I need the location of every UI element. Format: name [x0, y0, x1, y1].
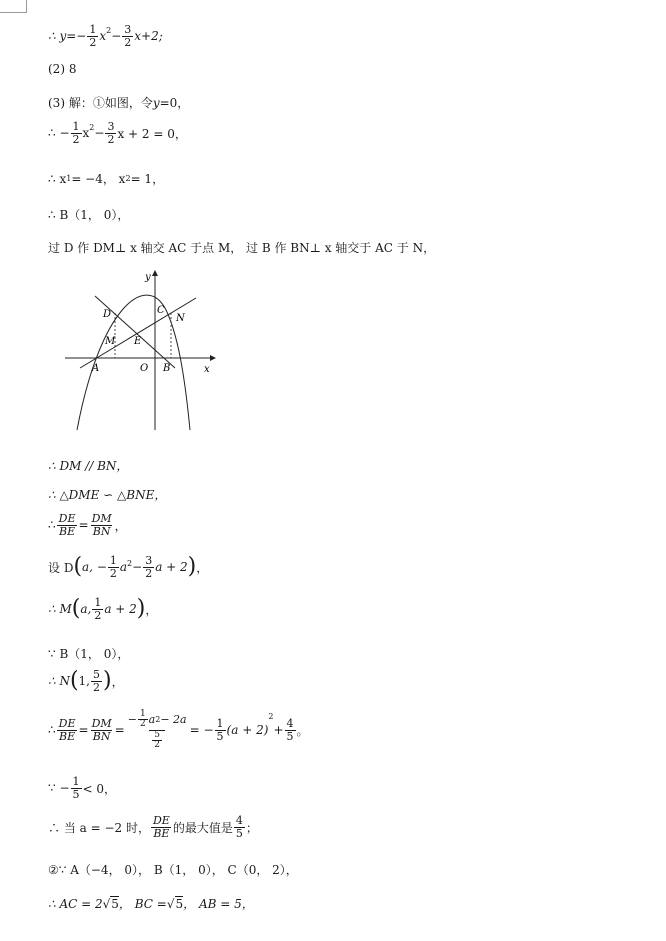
y-axis-arrow-icon [152, 270, 158, 276]
maximum-value-line: ∴ 当 a = −2 时， $\frac{DE}{BE}$ 的最大值是 $\frac{4}{5}$ ； [48, 814, 258, 840]
roots-line: ∴ x 1 = −4， x 2 = 1， [48, 171, 165, 186]
because-b-line: ∵ B（1， 0）， [48, 647, 130, 661]
x-axis-arrow-icon [210, 355, 216, 361]
parallel-line: ∴ DM // BN， [48, 459, 129, 473]
coordinates-line: ②∵ A（−4， 0）， B（1， 0）， C（0， 2）， [48, 863, 298, 877]
point-m-line: ∴ M ( a, $\frac{1}{2}$ a + 2 ) ， [48, 596, 158, 622]
label-d: D [103, 309, 112, 320]
label-b: B [163, 363, 171, 374]
label-e: E [134, 336, 142, 347]
ratio-line: ∴ $\frac{DE}{BE}$ = $\frac{DM}{BN}$ ， [48, 512, 127, 538]
label-y: y [145, 272, 151, 283]
answer-part-2: (2) 8 [48, 62, 77, 76]
construction-line: 过 D 作 DM⊥ x 轴交 AC 于点 M， 过 B 作 BN⊥ x 轴交于 AC 于 N， [48, 241, 436, 255]
equation-parabola: ∴ y=− $\frac{1}{2}$ x $^2$ − $\frac{3}{2}$ x+2; [48, 23, 163, 49]
ratio-expression: ∴ $\frac{DE}{BE}$ = $\frac{DM}{BN}$ = − $\frac{1}{2}$ a 2 − 2a $\frac{5}{2}$ = − $\frac{1}{5}$ (a + 2) 2 + $\frac{4}{5}$ 。 [48, 709, 309, 751]
point-b-line: ∴ B（1， 0）， [48, 208, 130, 222]
lengths-line: ∴ AC = 2 √ 5 ， BC = √ 5 ， AB = 5， [48, 896, 254, 911]
similar-triangles-line: ∴ △DME ∽ △BNE， [48, 488, 167, 502]
parabola-figure [60, 268, 220, 433]
equation-set-zero: ∴ − $\frac{1}{2}$ x $^2$ − $\frac{3}{2}$ x + 2 = 0， [48, 120, 187, 146]
point-n-line: ∴ N ( 1, $\frac{5}{2}$ ) ， [48, 668, 124, 694]
negative-coefficient-line: ∵ − $\frac{1}{5}$ < 0， [48, 775, 117, 801]
set-point-d: 设 D ( a, − $\frac{1}{2}$ a $^2$ − $\frac{3}{2}$ a + 2 ) ， [48, 554, 209, 580]
page-corner-mark [0, 0, 27, 13]
label-n: N [176, 313, 185, 324]
label-a: A [92, 363, 100, 374]
label-x: x [204, 364, 210, 375]
label-o: O [140, 363, 149, 374]
label-c: C [157, 305, 165, 316]
label-m: M [105, 336, 116, 347]
solution-part-3-intro: (3) 解：①如图，令 y =0， [48, 95, 190, 110]
